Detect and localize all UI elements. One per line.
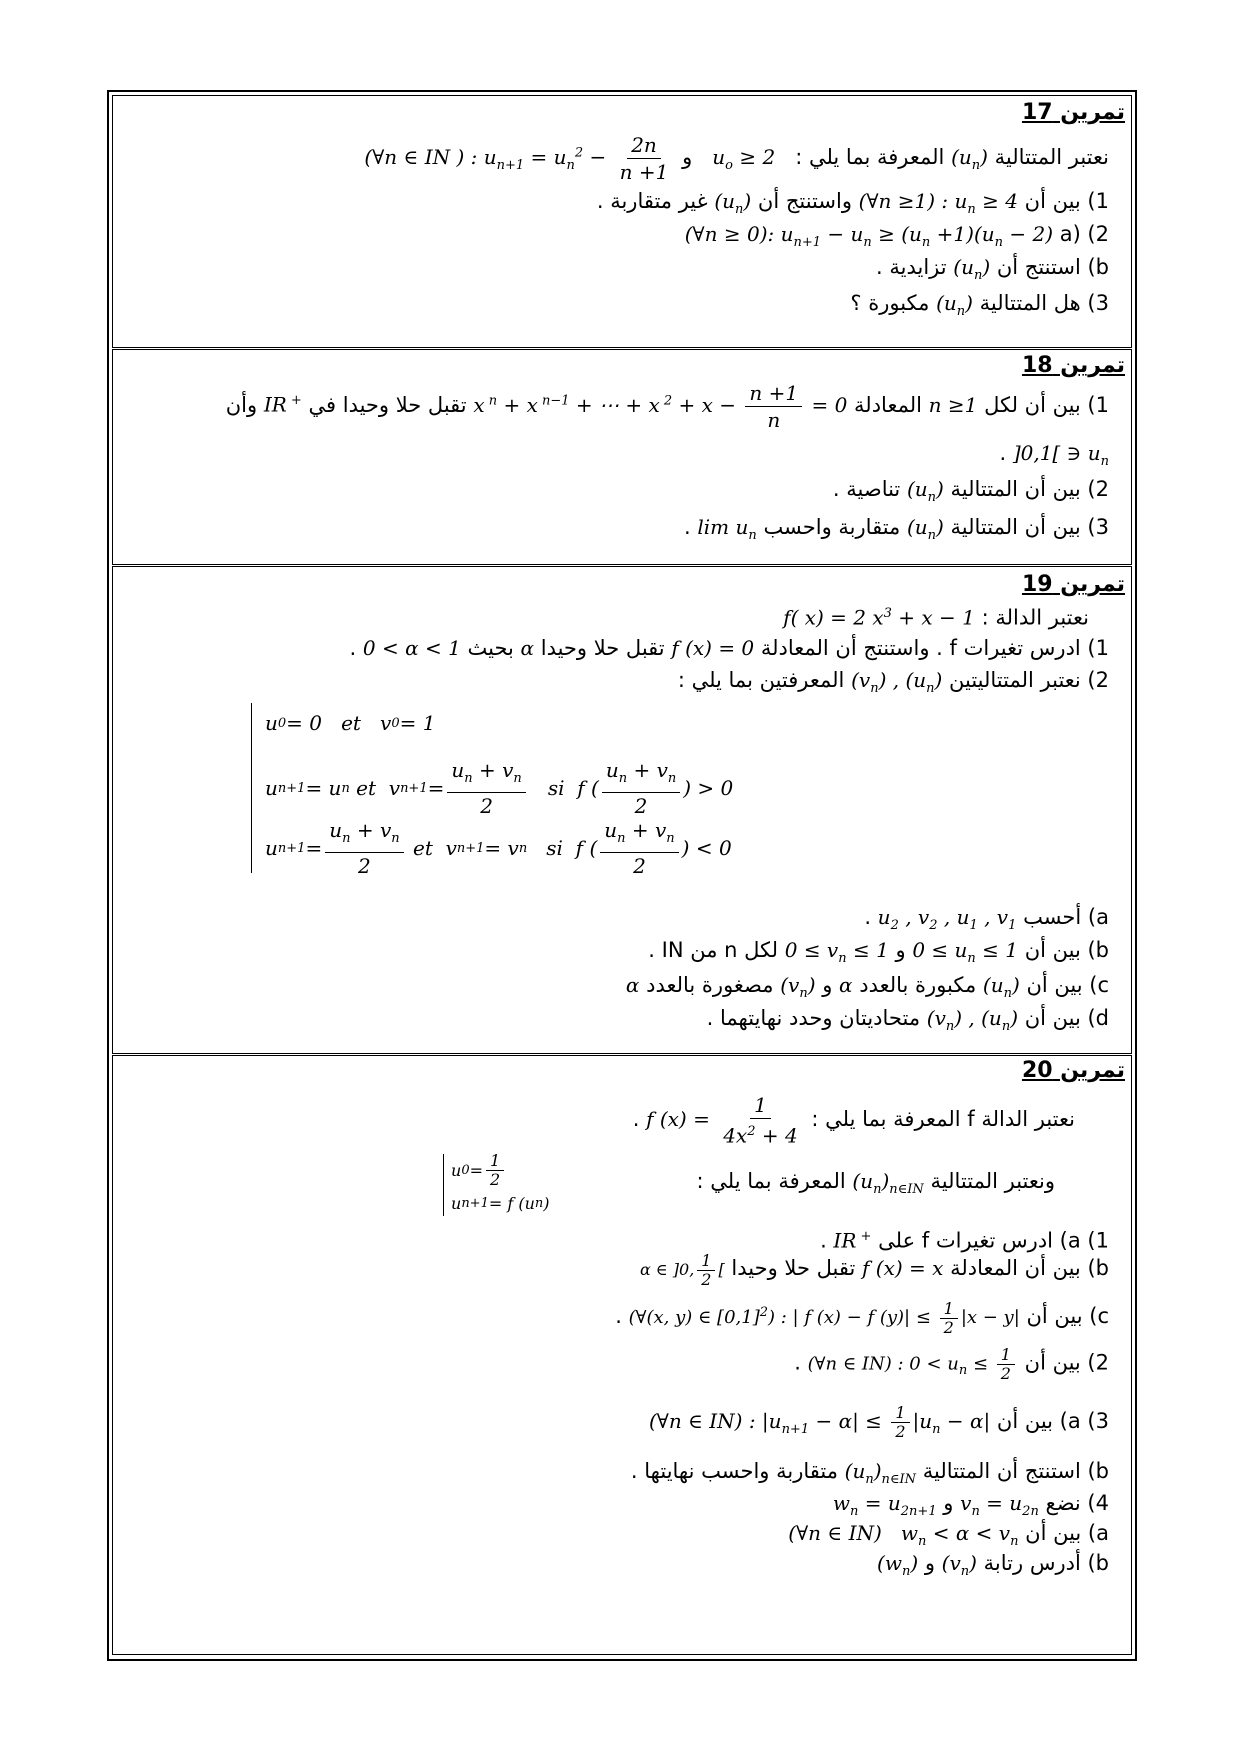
ex17-q3: 3) هل المتتالية $(u_n)$ مكبورة ؟ <box>850 291 1109 319</box>
ex20-recurrence-system: u 0 = $\frac{1}{2}$ u n+1 = f (u n ) <box>443 1152 563 1222</box>
exercise-17-title: تمرين 17 <box>1021 100 1125 125</box>
ex19-qa: a) أحسب $u_2$ , $v_2$ , $u_1$ , $v_1$ . <box>864 905 1109 933</box>
ex18-q2: 2) بين أن المتتالية $(u_n)$ تناصية . <box>832 477 1109 505</box>
ex17-q1: 1) بين أن (∀n ≥1) : $u_n \ge 4$ واستنتج أن $(u_n)$ غير متقاربة . <box>596 189 1109 217</box>
ex20-intro2: ونعتبر المتتالية $(u_n)_{n\in IN}$ المعرفة بما يلي : <box>696 1169 1055 1197</box>
ex17-q2b: b) استنتج أن $(u_n)$ تزايدية . <box>876 255 1109 283</box>
ex19-qb: b) بين أن $0 \le u_n \le 1$ و $0 \le v_n \le 1$ لكل n من IN . <box>648 938 1109 966</box>
ex20-q3b: b) استنتج أن المتتالية $(u_n)_{n\in IN}$ متقاربة واحسب نهايتها . <box>630 1459 1109 1487</box>
ex20-q4: 4) نضع $v_n = u_{2n}$ و $w_n = u_{2n+1}$ <box>832 1491 1109 1519</box>
exercise-20-title: تمرين 20 <box>1021 1058 1125 1083</box>
exercise-sheet <box>107 90 1137 1661</box>
ex17-intro: نعتبر المتتالية $(u_n)$ المعرفة بما يلي : $u_o \ge 2$ و (∀n ∈ IN ) : $u_{n+1} = u_n^2$ − $\frac{2n}{n +1}$ <box>364 133 1109 184</box>
ex19-q2: 2) نعتبر المتتاليتين $(v_n)$ , $(u_n)$ المعرفتين بما يلي : <box>677 668 1109 696</box>
ex18-q3: 3) بين أن المتتالية $(u_n)$ متقاربة واحسب $\lim u_n$ . <box>684 515 1109 543</box>
ex20-q4b: b) أدرس رتابة $(v_n)$ و $(w_n)$ <box>877 1551 1109 1579</box>
ex20-q1b: b) بين أن المعادلة f (x) = x تقبل حلا وحيدا α ∈ ]0, $\frac{1}{2}$ [ <box>639 1251 1109 1289</box>
ex20-q1c: c) بين أن (∀(x, y) ∈ $[0,1]^2$) : | f (x) − f (y)| ≤ $\frac{1}{2}$ |x − y| . <box>615 1298 1109 1337</box>
ex17-q2a: 2) (a (∀n ≥ 0): $u_{n+1} - u_n \ge (u_n +1)(u_n - 2)$ <box>684 222 1109 250</box>
exercise-18-title: تمرين 18 <box>1021 353 1125 378</box>
ex19-qc: c) بين أن $(u_n)$ مكبورة بالعدد α و $(v_n)$ مصغورة بالعدد α <box>625 973 1109 1001</box>
ex18-q1-cont: ]0,1[ ∋ $u_n$ . <box>999 441 1109 469</box>
ex19-recurrence-system: u 0 = 0 et v 0 = 1 u n+1 = u n et v n+1 = $\frac{u_n + v_n}{2}$ si f ( $\frac{u_n + v_n}{2}$ ) > 0 u n+1 = $\frac{u_n + v_n}{2}$ et v n+1 = v n si f ( $\frac{u_n + v_n}{2}$ ) < 0 <box>251 697 751 867</box>
ex19-qd: d) بين أن $(v_n)$ , $(u_n)$ متحاديتان وحدد نهايتهما . <box>706 1006 1109 1034</box>
exercise-17 <box>112 95 1132 348</box>
exercise-19 <box>112 566 1132 1054</box>
ex20-q4a: a) بين أن (∀n ∈ IN) $w_n < \alpha < v_n$ <box>788 1521 1109 1549</box>
ex20-q2: 2) بين أن (∀n ∈ IN) : $0 < u_n$ ≤ $\frac{1}{2}$ . <box>794 1345 1109 1383</box>
exercise-18 <box>112 349 1132 565</box>
ex20-q3a: 3) a) بين أن (∀n ∈ IN) : $|u_{n+1} - \alpha|$ ≤ $\frac{1}{2}$ $|u_n - \alpha|$ <box>649 1403 1109 1441</box>
ex20-intro: نعتبر الدالة f المعرفة بما يلي : f (x) = $\frac{1}{4x^2 + 4}$ . <box>632 1093 1075 1148</box>
ex19-q1: 1) ادرس تغيرات f . واستنتج أن المعادلة f (x) = 0 تقبل حلا وحيدا α بحيث 0 < α < 1 . <box>349 636 1109 660</box>
ex20-q1a: 1) a) ادرس تغيرات f على IR + . <box>820 1228 1109 1253</box>
ex18-q1: 1) بين أن لكل n ≥1 المعادلة x $^n$ + x $^{n-1}$ + ⋯ + x $^2$ + x − $\frac{n +1}{n}$ = 0 تقبل حلا وحيدا في IR + وأن <box>225 381 1109 432</box>
exercise-19-title: تمرين 19 <box>1021 572 1125 597</box>
exercise-20 <box>112 1055 1132 1655</box>
ex19-intro: نعتبر الدالة : f( x) = 2 $x^3 + x - 1$ <box>783 605 1089 630</box>
